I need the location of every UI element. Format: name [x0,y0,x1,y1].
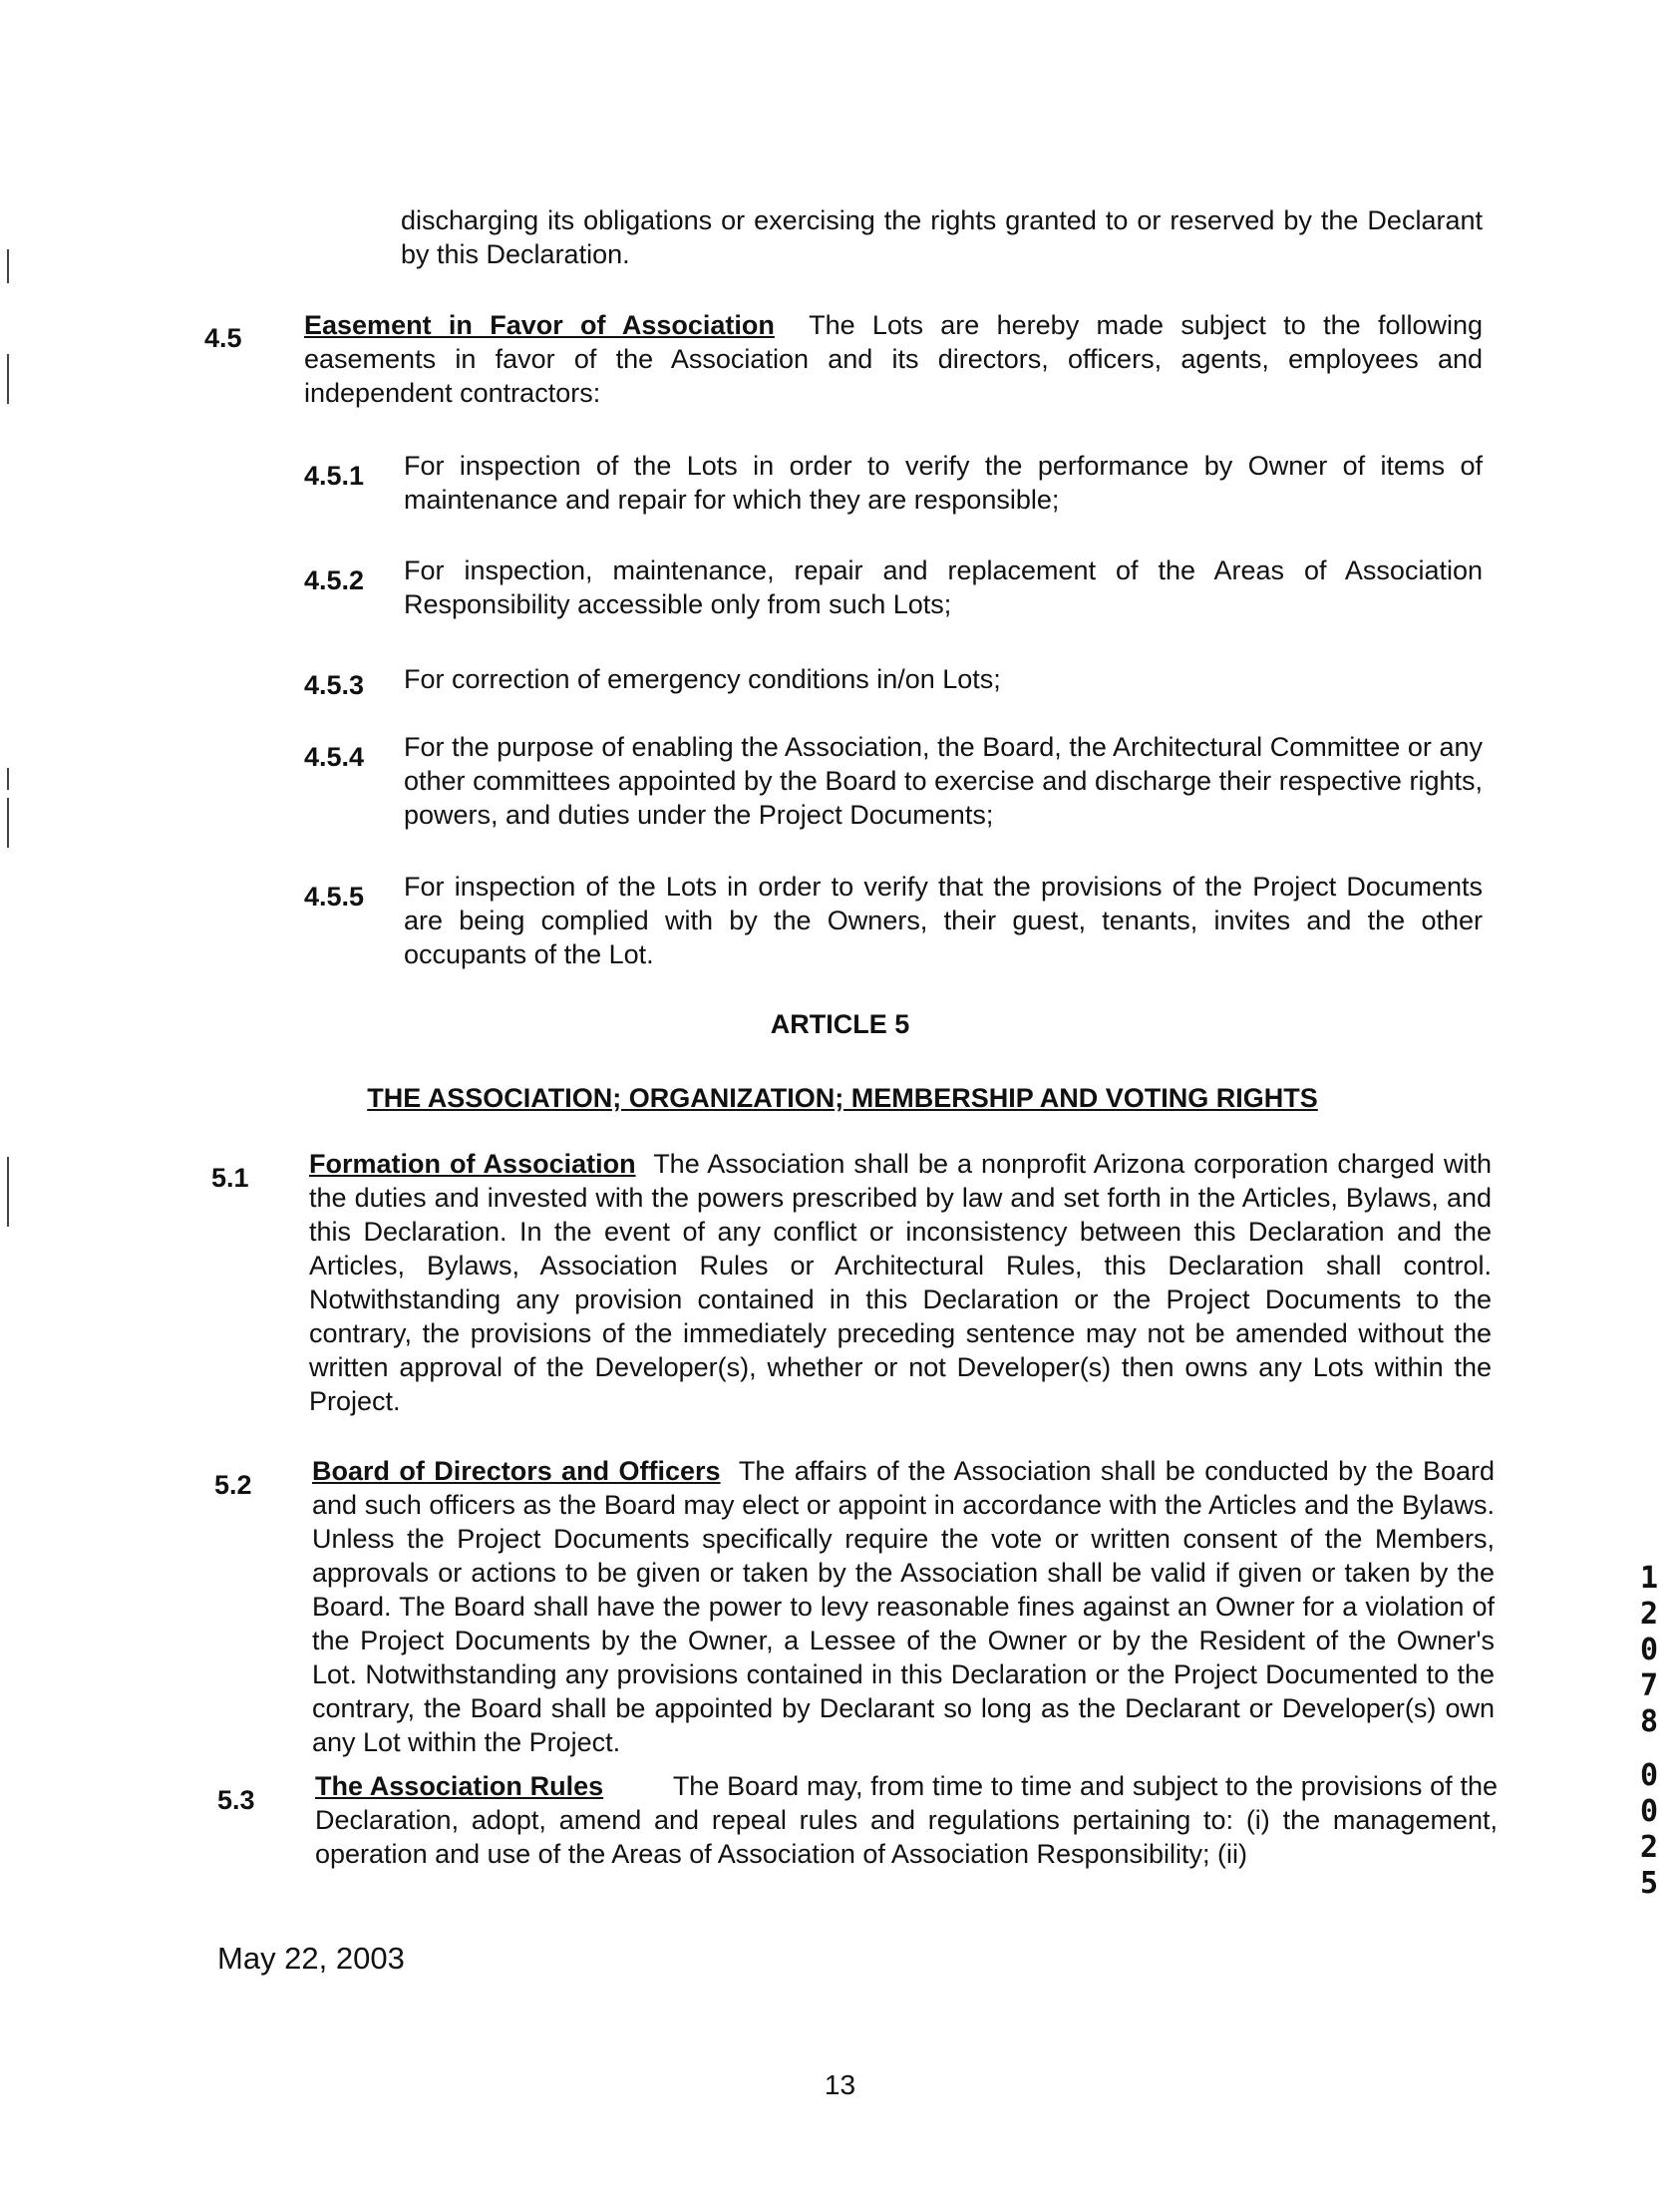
subsection-number: 4.5.5 [304,882,365,912]
section-heading: Board of Directors and Officers [312,1456,721,1486]
subsection-number: 4.5.1 [304,461,365,491]
subsection-text: For correction of emergency conditions in/on Lots; [404,664,1001,694]
article-title: ARTICLE 5 [770,1009,910,1039]
subsection-text: For the purpose of enabling the Association, the Board, the Architectural Committee or any other committees appointed by the Board to exercise and discharge their respective rights, powers, and duties under the Project Documents; [404,732,1483,830]
section-text: The affairs of the Association shall be conducted by the Board and such officers as the Board may elect or appoint in accordance with the Articles and the Bylaws. Unless the Project Documents specifically require the vote or written consent of the Members, approvals or actions to be given or taken by the Association shall be valid if given or taken by the Board. The Board shall have the power to levy reasonable fines against an Owner for a violation of the Project Documents by the Owner, a Lessee of the Owner or by the Resident of the Owner's Lot. Notwithstanding any provisions contained in this Declaration or the Project Documented to the contrary, the Board shall be appointed by Declarant so long as the Declarant or Developer(s) own any Lot within the Project. [312,1456,1496,1757]
stamp-spacer [1640,1740,1658,1758]
margin-mark [7,1157,9,1227]
section-number: 5.1 [211,1163,249,1193]
subsection-number: 4.5.2 [304,565,365,595]
margin-mark [7,768,9,790]
subsection-number: 4.5.3 [304,670,365,700]
subsection-number: 4.5.4 [304,742,365,772]
section-text: The Board may, from time to time and subject to the provisions of the Declaration, adopt, amend and repeal rules and regulations pertaining to: (i) the management, operation and use of the Areas of Association of Association Responsibility; (ii) [315,1771,1498,1869]
section-number: 4.5 [204,323,242,353]
section-number: 5.3 [217,1785,255,1815]
section-heading: Easement in Favor of Association [304,310,775,340]
margin-mark [7,798,9,848]
footer-date: May 22, 2003 [217,1941,405,1976]
subsection-text: For inspection of the Lots in order to verify that the provisions of the Project Documents are being complied with by the Owners, their guest, tenants, invites and the other occupants of the Lot. [404,872,1483,969]
stamp-digit: 1 [1640,1561,1659,1596]
subsection-text: For inspection of the Lots in order to verify the performance by Owner of items of maintenance and repair for which they are responsible; [404,451,1483,515]
article-subtitle: THE ASSOCIATION; ORGANIZATION; MEMBERSHIP AND VOTING RIGHTS [367,1083,1318,1113]
subsection-text: For inspection, maintenance, repair and replacement of the Areas of Association Responsibility accessible only from such Lots; [404,555,1483,619]
stamp-digit: 7 [1640,1668,1659,1703]
stamp-digit: 0 [1640,1794,1659,1829]
section-4-5-paragraph [304,308,1483,410]
recording-number-stamp [1640,1561,1658,1902]
stamp-digit: 0 [1640,1758,1659,1793]
section-5-2-paragraph [312,1454,1495,1759]
margin-mark [7,354,9,404]
section-5-3-paragraph [315,1769,1498,1871]
page-number: 13 [824,2069,856,2100]
intro-paragraph: discharging its obligations or exercising the rights granted to or reserved by the Declarant by this Declaration. [401,205,1483,269]
stamp-digit: 0 [1640,1633,1659,1667]
stamp-digit: 8 [1640,1704,1659,1739]
section-number: 5.2 [214,1470,252,1500]
stamp-digit: 5 [1640,1866,1659,1901]
section-text: The Association shall be a nonprofit Arizona corporation charged with the duties and invested with the powers prescribed by law and set forth in the Articles, Bylaws, and this Declaration. In the event of any conflict or inconsistency between this Declaration and the Articles, Bylaws, Association Rules or Architectural Rules, this Declaration shall control. Notwithstanding any provision contained in this Declaration or the Project Documents to the contrary, the provisions of the immediately preceding sentence may not be amended without the written approval of the Developer(s), whether or not Developer(s) then owns any Lots within the Project. [309,1149,1493,1416]
section-heading: The Association Rules [315,1771,604,1801]
section-heading: Formation of Association [309,1149,636,1179]
section-text: The Lots are hereby made subject to the following easements in favor of the Association and its directors, officers, agents, employees and independent contractors: [304,310,1484,408]
stamp-digit: 2 [1640,1597,1659,1632]
stamp-digit: 2 [1640,1830,1659,1865]
margin-mark [7,249,9,283]
section-5-1-paragraph [309,1147,1492,1418]
